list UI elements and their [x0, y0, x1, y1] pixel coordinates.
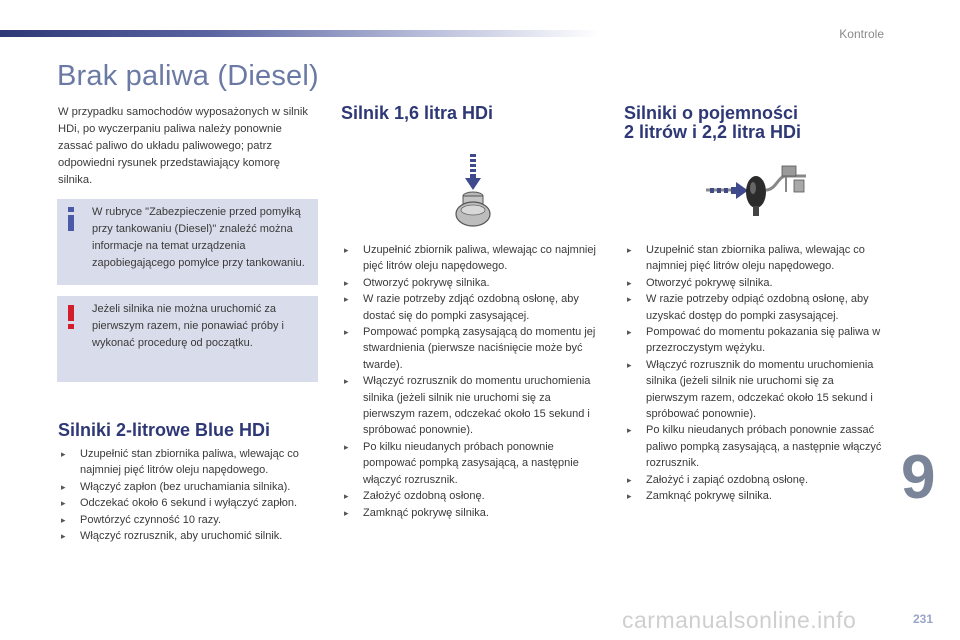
- page-number: 231: [913, 612, 934, 626]
- header-gradient-bar: [0, 30, 600, 37]
- hdi-2x-heading-line1: Silniki o pojemności: [624, 103, 799, 123]
- step-item: ▸ Włączyć rozrusznik do momentu uruchomienia silnika (jeżeli silnik nie uruchomi się za pierwszym razem, odczekać około 15 sekund i spróbować ponownie).: [341, 373, 601, 439]
- hdi-2x-heading: [624, 104, 801, 142]
- step-item: ▸ W razie potrzeby odpiąć ozdobną osłonę, aby uzyskać dostęp do pompki zasysającej.: [624, 291, 884, 324]
- step-item: ▸ Zamknąć pokrywę silnika.: [341, 505, 601, 521]
- step-item: ▸ Odczekać około 6 sekund i wyłączyć zapłon.: [58, 495, 323, 511]
- step-item: ▸ Otworzyć pokrywę silnika.: [624, 275, 884, 291]
- step-item: ▸ Uzupełnić zbiornik paliwa, wlewając co najmniej pięć litrów oleju napędowego.: [341, 242, 601, 275]
- page-title: Brak paliwa (Diesel): [57, 60, 319, 92]
- priming-pump-illustration: [451, 154, 495, 228]
- info-box-text: W rubryce "Zabezpieczenie przed pomyłką przy tankowaniu (Diesel)" znaleźć można informacje na temat urządzenia zapobiegającego pomyłce przy tankowaniu.: [92, 206, 305, 269]
- chapter-number: 9: [901, 443, 936, 512]
- watermark: carmanualsonline.info: [622, 607, 857, 633]
- step-item: ▸ Uzupełnić stan zbiornika paliwa, wlewając co najmniej pięć litrów oleju napędowego.: [624, 242, 884, 275]
- blue-hdi-heading: Silniki 2-litrowe Blue HDi: [58, 420, 271, 440]
- hdi-2x-steps: [624, 242, 884, 505]
- step-item: ▸ Uzupełnić stan zbiornika paliwa, wlewając co najmniej pięć litrów oleju napędowego.: [58, 446, 323, 479]
- warning-box-text: Jeżeli silnika nie można uruchomić za pierwszym razem, nie ponawiać próby i wykonać procedurę od początku.: [92, 303, 284, 349]
- step-item: ▸ Włączyć rozrusznik do momentu uruchomienia silnika (jeżeli silnik nie uruchomi się za pierwszym razem, odczekać około 15 sekund i spróbować ponownie).: [624, 357, 884, 423]
- blue-hdi-steps: [58, 446, 323, 544]
- step-item: ▸ Powtórzyć czynność 10 razy.: [58, 512, 323, 528]
- step-item: ▸ Założyć ozdobną osłonę.: [341, 488, 601, 504]
- down-arrow-icon: [465, 154, 481, 190]
- info-icon: [68, 207, 74, 231]
- section-label: Kontrole: [839, 27, 884, 41]
- step-item: ▸ Pompować do momentu pokazania się paliwa w przezroczystym wężyku.: [624, 324, 884, 357]
- pump-bulb-icon: [746, 176, 766, 216]
- hdi-2x-heading-line2: 2 litrów i 2,2 litra HDi: [624, 122, 802, 142]
- step-item: ▸ W razie potrzeby zdjąć ozdobną osłonę, aby dostać się do pompki zasysającej.: [341, 291, 601, 324]
- step-item: ▸ Po kilku nieudanych próbach ponownie pompować pompką zasysającą, a następnie włączyć rozrusznik.: [341, 439, 601, 488]
- step-item: ▸ Założyć i zapiąć ozdobną osłonę.: [624, 472, 884, 488]
- intro-paragraph: W przypadku samochodów wyposażonych w silnik HDi, po wyczerpaniu paliwa należy ponownie zassać paliwo do układu paliwowego; patrz odpowiedni rysunek przedstawiający komorę silnika.: [58, 106, 308, 186]
- pump-bulb-icon: [456, 192, 490, 226]
- warning-box: [57, 296, 318, 382]
- step-item: ▸ Po kilku nieudanych próbach ponownie zassać paliwo pompką zasysającą, a następnie włączyć rozrusznik.: [624, 422, 884, 471]
- step-item: ▸ Pompować pompką zasysającą do momentu jej stwardnienia (pierwsze naciśnięcie może być twarde).: [341, 324, 601, 373]
- step-item: ▸ Włączyć zapłon (bez uruchamiania silnika).: [58, 479, 323, 495]
- hdi-16-heading: Silnik 1,6 litra HDi: [341, 103, 494, 123]
- warning-icon: [68, 305, 74, 329]
- info-box: [57, 199, 318, 285]
- step-item: ▸ Zamknąć pokrywę silnika.: [624, 488, 884, 504]
- step-item: ▸ Włączyć rozrusznik, aby uruchomić silnik.: [58, 528, 323, 544]
- hand-pump-illustration: [706, 162, 806, 218]
- hdi-16-steps: [341, 242, 601, 521]
- step-item: ▸ Otworzyć pokrywę silnika.: [341, 275, 601, 291]
